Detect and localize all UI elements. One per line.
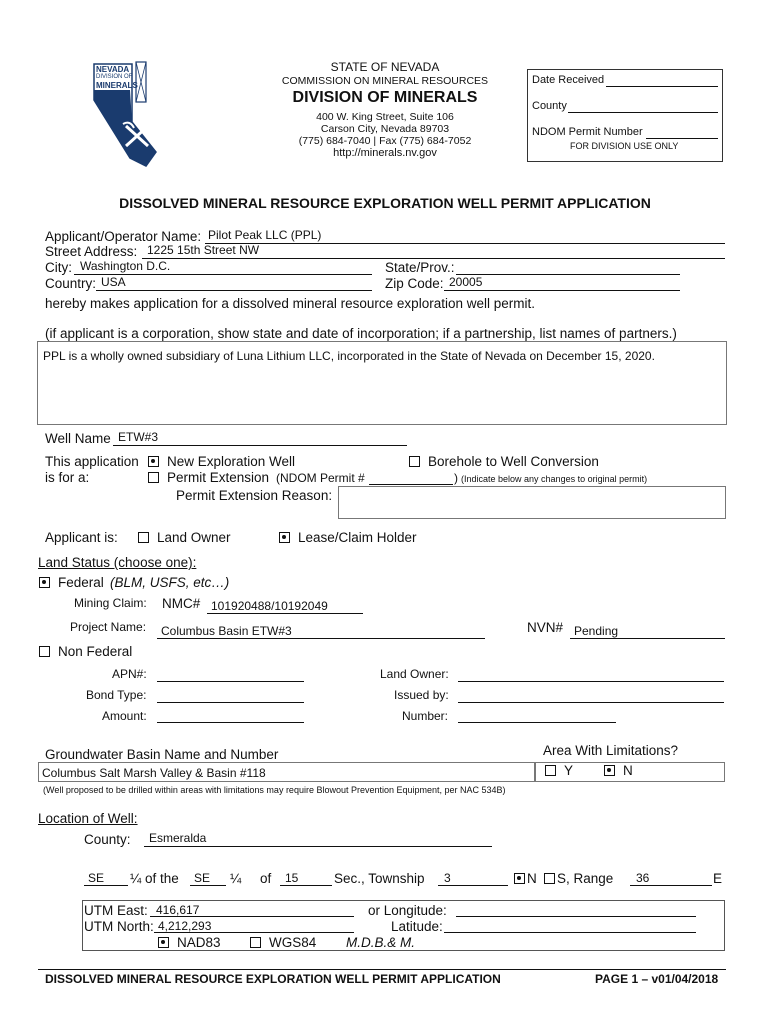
application-for-label-line1: This application (45, 454, 139, 469)
form-title: DISSOLVED MINERAL RESOURCE EXPLORATION WELL PERMIT APPLICATION (119, 195, 651, 211)
utm-east-field[interactable]: 416,617 (156, 903, 200, 917)
project-name-field[interactable]: Columbus Basin ETW#3 (161, 624, 292, 638)
federal-checkbox[interactable] (39, 577, 50, 588)
new-exploration-label: New Exploration Well (167, 454, 296, 469)
permit-extension-checkbox[interactable] (148, 472, 159, 483)
applicant-name-label: Applicant/Operator Name: (45, 229, 202, 244)
federal-note: (BLM, USFS, etc…) (110, 575, 230, 590)
range-field[interactable]: 36 (636, 871, 650, 885)
applicant-name-field[interactable]: Pilot Peak LLC (PPL) (208, 228, 322, 242)
apn-field[interactable] (157, 681, 304, 682)
issued-by-field[interactable] (458, 702, 724, 703)
nmc-label: NMC# (162, 596, 201, 611)
extension-reason-label: Permit Extension Reason: (176, 488, 333, 503)
apn-label: APN#: (112, 667, 147, 681)
ndom-permit-number-label: (NDOM Permit # (276, 471, 365, 485)
division-name: DIVISION OF MINERALS (292, 89, 478, 106)
county-field[interactable]: Esmeralda (149, 831, 207, 845)
extension-reason-textarea[interactable] (338, 486, 726, 519)
north-label: N (527, 871, 537, 886)
address-line2: Carson City, Nevada 89703 (320, 123, 450, 135)
limitations-no-label: N (623, 763, 633, 778)
ndom-permit-number-field[interactable] (369, 484, 453, 485)
address-line1: 400 W. King Street, Suite 106 (316, 111, 454, 123)
groundwater-basin-label: Groundwater Basin Name and Number (45, 747, 279, 762)
phone-fax: (775) 684-7040 | Fax (775) 684-7052 (298, 135, 472, 147)
east-label: E (713, 871, 723, 886)
south-checkbox[interactable] (544, 873, 555, 884)
lease-holder-checkbox[interactable] (279, 532, 290, 543)
number-field[interactable] (458, 722, 616, 723)
division-use-note: FOR DIVISION USE ONLY (570, 141, 679, 151)
bond-type-field[interactable] (157, 702, 304, 703)
country-field[interactable]: USA (101, 275, 126, 289)
ndom-permit-close-paren: ) (454, 471, 458, 485)
logo-text-line1: NEVADA (96, 65, 130, 74)
wgs84-label: WGS84 (269, 935, 317, 950)
non-federal-label: Non Federal (58, 644, 133, 659)
longitude-label: or Longitude: (368, 903, 447, 918)
latitude-label: Latitude: (391, 919, 443, 934)
county-label: County (532, 100, 567, 112)
federal-label: Federal (58, 575, 104, 590)
lease-holder-label: Lease/Claim Holder (298, 530, 417, 545)
incorporation-text: PPL is a wholly owned subsidiary of Luna Lithium LLC, incorporated in the State of Nevada on December 15, 2020. (43, 349, 655, 363)
nad83-checkbox[interactable] (158, 937, 169, 948)
utm-east-label: UTM East: (84, 903, 148, 918)
date-received-label: Date Received (532, 74, 605, 86)
location-heading: Location of Well: (38, 811, 138, 826)
county-field-label: County: (84, 832, 131, 847)
limitations-yes-checkbox[interactable] (545, 765, 556, 776)
quarter-2-field[interactable]: SE (194, 871, 211, 885)
mining-claim-label: Mining Claim: (74, 596, 147, 610)
land-owner-field-label: Land Owner: (380, 667, 449, 681)
limitations-yes-label: Y (564, 763, 574, 778)
logo-text-line3: MINERALS (96, 81, 138, 90)
application-statement: hereby makes application for a dissolved mineral resource exploration well permit. (45, 296, 535, 311)
incorporation-note: (if applicant is a corporation, show state and date of incorporation; if a partnership, list names of partners.) (45, 326, 677, 341)
logo-text-line2: DIVISION OF (96, 74, 133, 80)
mdbm-label: M.D.B.& M. (346, 935, 416, 950)
permit-extension-note: (Indicate below any changes to original permit) (461, 474, 648, 484)
footer-rule (38, 969, 726, 970)
ndom-permit-label: NDOM Permit Number (532, 126, 643, 138)
utm-north-field[interactable]: 4,212,293 (158, 919, 212, 933)
non-federal-checkbox[interactable] (39, 646, 50, 657)
of-label: of (260, 871, 272, 886)
website-link[interactable]: http://minerals.nv.gov (333, 147, 437, 159)
nmc-field[interactable]: 101920488/10192049 (211, 599, 328, 613)
land-owner-field[interactable] (458, 681, 724, 682)
project-name-label: Project Name: (70, 620, 147, 634)
groundwater-basin-text: Columbus Salt Marsh Valley & Basin #118 (42, 766, 266, 780)
amount-label: Amount: (102, 709, 147, 723)
applicant-is-label: Applicant is: (45, 530, 118, 545)
north-checkbox[interactable] (514, 873, 525, 884)
zip-code-field[interactable]: 20005 (449, 275, 483, 289)
commission-name: COMMISSION ON MINERAL RESOURCES (281, 75, 489, 87)
state-name: STATE OF NEVADA (330, 60, 440, 74)
nad83-label: NAD83 (177, 935, 221, 950)
groundwater-basin-field[interactable] (38, 762, 535, 782)
borehole-conversion-label: Borehole to Well Conversion (428, 454, 599, 469)
section-field[interactable]: 15 (285, 871, 299, 885)
incorporation-textarea[interactable] (37, 341, 727, 425)
quarter-1-field[interactable]: SE (88, 871, 105, 885)
borehole-conversion-checkbox[interactable] (409, 456, 420, 467)
quarter-label: ¼ (230, 871, 242, 886)
township-field[interactable]: 3 (444, 871, 451, 885)
state-prov-label: State/Prov.: (385, 260, 455, 275)
well-name-field[interactable]: ETW#3 (118, 430, 159, 444)
permit-extension-label: Permit Extension (167, 470, 270, 485)
country-label: Country: (45, 276, 97, 291)
well-name-label: Well Name (45, 431, 111, 446)
land-owner-label: Land Owner (157, 530, 231, 545)
nvn-field[interactable]: Pending (574, 624, 619, 638)
street-address-field[interactable]: 1225 15th Street NW (147, 243, 260, 257)
south-range-label: S, Range (557, 871, 614, 886)
city-label: City: (45, 260, 72, 275)
zip-code-label: Zip Code: (385, 276, 444, 291)
new-exploration-checkbox[interactable] (148, 456, 159, 467)
number-label: Number: (402, 709, 449, 723)
quarter-of-label: ¼ of the (130, 871, 179, 886)
land-owner-checkbox[interactable] (138, 532, 149, 543)
bond-type-label: Bond Type: (86, 688, 147, 702)
street-address-label: Street Address: (45, 244, 138, 259)
issued-by-label: Issued by: (394, 688, 449, 702)
limitations-note: (Well proposed to be drilled within areas with limitations may require Blowout Prevention Equipment, per NAC 534B) (43, 785, 506, 795)
utm-north-label: UTM North: (84, 919, 154, 934)
latitude-field[interactable] (444, 932, 696, 933)
longitude-field[interactable] (456, 916, 696, 917)
land-status-heading: Land Status (choose one): (38, 555, 197, 570)
area-limitations-label: Area With Limitations? (543, 743, 679, 758)
wgs84-checkbox[interactable] (250, 937, 261, 948)
nvn-label: NVN# (527, 620, 564, 635)
footer-title: DISSOLVED MINERAL RESOURCE EXPLORATION WELL PERMIT APPLICATION (45, 972, 501, 986)
application-for-label-line2: is for a: (45, 470, 90, 485)
city-field[interactable]: Washington D.C. (80, 259, 171, 273)
amount-field[interactable] (157, 722, 304, 723)
limitations-no-checkbox[interactable] (604, 765, 615, 776)
agency-header (265, 60, 505, 159)
office-use-box (527, 69, 723, 162)
sec-township-label: Sec., Township (334, 871, 425, 886)
footer-page: PAGE 1 – v01/04/2018 (595, 972, 719, 986)
